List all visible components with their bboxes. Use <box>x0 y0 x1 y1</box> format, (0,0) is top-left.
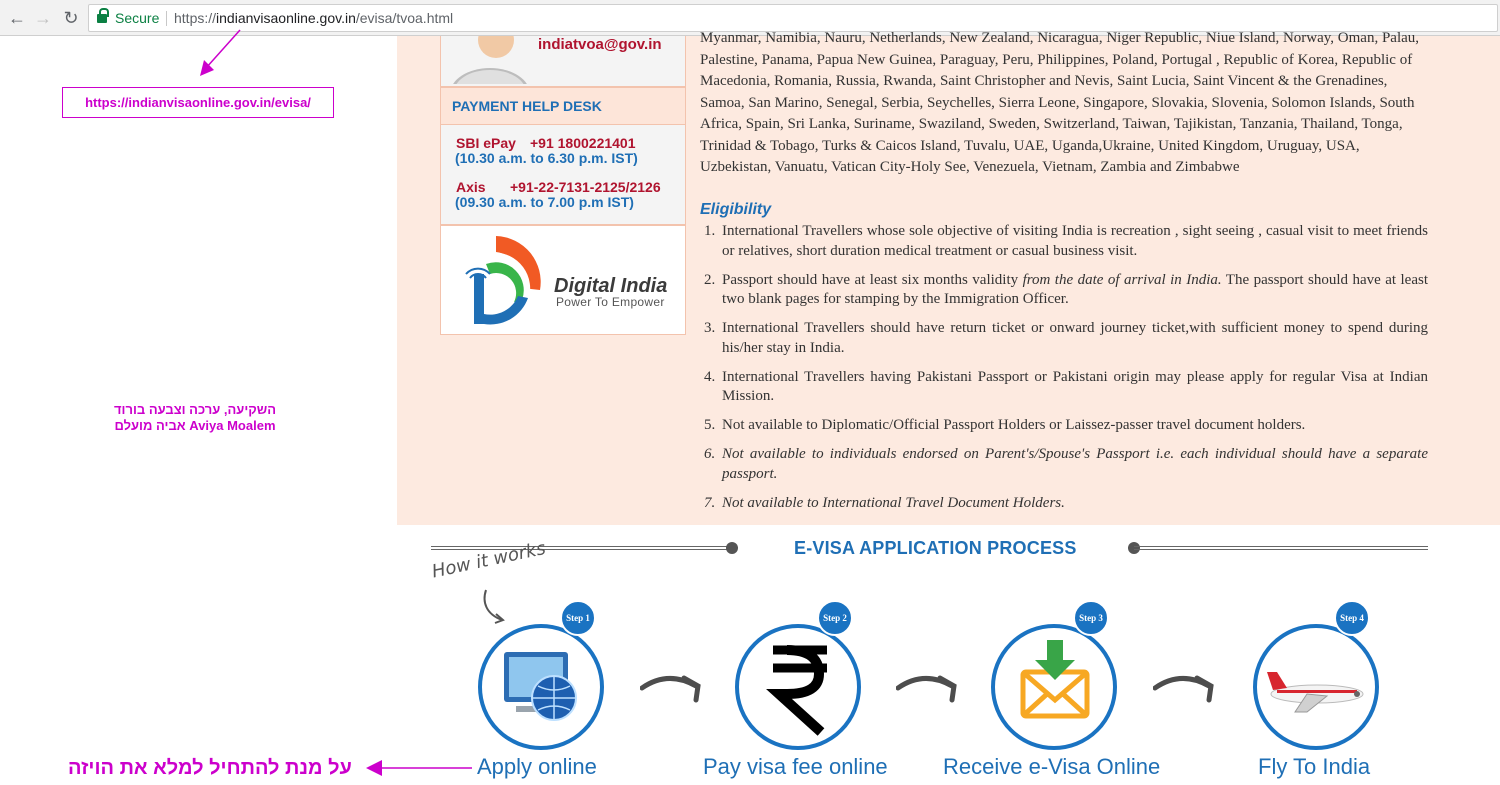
credit-line-2: אביה מועלם Aviya Moalem <box>114 418 276 433</box>
item-number: 2. <box>704 271 716 288</box>
sbi-hours: (10.30 a.m. to 6.30 p.m. IST) <box>455 150 638 166</box>
payment-help-title: PAYMENT HELP DESK <box>452 98 602 114</box>
airplane-icon <box>1257 628 1375 746</box>
lock-icon <box>97 12 107 24</box>
item-number: 1. <box>704 223 716 239</box>
step-3-badge: Step 3 <box>1073 600 1109 636</box>
step-4-label[interactable]: Fly To India <box>1258 754 1371 779</box>
eligibility-item <box>704 416 1428 436</box>
secure-label: Secure <box>115 10 160 26</box>
computer-globe-icon <box>482 628 600 746</box>
url-path: /evisa/tvoa.html <box>355 10 454 26</box>
annotation-arrow-icon <box>364 760 474 776</box>
process-divider-dot <box>726 542 738 554</box>
item-number: 6. <box>704 446 716 462</box>
axis-hours: (09.30 a.m. to 7.00 p.m IST) <box>455 194 634 210</box>
process-divider-right <box>1134 546 1428 550</box>
step-4-circle[interactable] <box>1253 624 1379 750</box>
step-2-circle[interactable] <box>735 624 861 750</box>
annotation-bottom-note: על מנת להתחיל למלא את הויזה <box>68 757 352 779</box>
omnibox-separator <box>166 11 167 26</box>
step-arrow-icon <box>640 668 704 704</box>
item-text: Passport should have at least six months validity <box>722 271 1023 288</box>
step-4-badge: Step 4 <box>1334 600 1370 636</box>
item-text: Not available to individuals endorsed on Parent's/Spouse's Passport i.e. each individual should have a separate passport. <box>722 446 1428 482</box>
step-1-circle[interactable] <box>478 624 604 750</box>
step-2-label[interactable]: Pay visa fee online <box>703 754 888 779</box>
item-text: The passport should have at least two blank pages for stamping by the Immigration Officer. <box>722 271 1428 307</box>
item-text-italic: from the date of arrival in India. <box>1022 271 1222 288</box>
eligibility-list <box>704 222 1428 523</box>
forward-arrow-icon[interactable]: → <box>34 8 52 28</box>
axis-label: Axis <box>456 179 486 195</box>
eligibility-item <box>704 271 1428 310</box>
eligibility-item <box>704 319 1428 358</box>
item-number: 5. <box>704 417 716 433</box>
step-1-badge: Step 1 <box>560 600 596 636</box>
url-scheme: https:// <box>174 10 217 26</box>
eligibility-heading: Eligibility <box>700 201 772 218</box>
mail-download-icon <box>995 628 1113 746</box>
how-it-works-arrow-icon <box>480 588 512 628</box>
eligible-countries-text: Myanmar, Namibia, Nauru, Netherlands, New Zealand, Nicaragua, Niger Republic, Niue Island, Norway, Oman, Palau, Palestine, Panama, Papua New Guinea, Paraguay, Peru, Philippines, Poland, Portugal , Republic of Korea, Republic of Macedonia, Romania, Russia, Rwanda, Saint Christopher and Nevis, Saint Lucia, Saint Vincent & the Grenadines, Samoa, San Marino, Senegal, Serbia, Seychelles, Sierra Leone, Singapore, Slovakia, Slovenia, Solomon Islands, South Africa, Spain, Sri Lanka, Suriname, Swaziland, Sweden, Switzerland, Taiwan, Tajikistan, Tanzania, Thailand, Tonga, Trinidad & Tobago, Turks & Caicos Island, Tuvalu, UAE, Uganda,Ukraine, United Kingdom, Uruguay, USA, Uzbekistan, Vanuatu, Vatican City-Holy See, Venezuela, Vietnam, Zambia and Zimbabwe <box>700 30 1420 175</box>
how-it-works-label: How it works <box>430 537 548 583</box>
step-3-circle[interactable] <box>991 624 1117 750</box>
item-number: 7. <box>704 494 716 511</box>
digital-india-subtitle: Power To Empower <box>556 295 665 309</box>
digital-india-logo-icon <box>456 228 556 330</box>
step-2-badge: Step 2 <box>817 600 853 636</box>
item-text: International Travellers should have return ticket or onward journey ticket,with sufficient money to spend during his/her stay in India. <box>722 320 1428 356</box>
item-text: International Travellers having Pakistani Passport or Pakistani origin may please apply for regular Visa at Indian Mission. <box>722 368 1428 404</box>
item-text: Not available to Diplomatic/Official Passport Holders or Laissez-passer travel document holders. <box>722 417 1306 433</box>
item-text: Not available to International Travel Document Holders. <box>722 494 1065 511</box>
eligibility-item <box>704 445 1428 484</box>
eligibility-item <box>704 368 1428 407</box>
process-divider-left <box>431 546 731 550</box>
credit-line-1: השקיעה, ערכה וצבעה בורוד <box>113 402 276 417</box>
axis-phone: +91-22-7131-2125/2126 <box>510 179 661 195</box>
sbi-phone: +91 1800221401 <box>530 135 636 151</box>
annotation-url-box: https://indianvisaonline.gov.in/evisa/ <box>62 87 334 118</box>
step-arrow-icon <box>896 668 960 704</box>
sbi-label: SBI ePay <box>456 135 516 151</box>
reload-icon[interactable]: ↻ <box>63 8 79 28</box>
contact-email[interactable]: indiatvoa@gov.in <box>538 36 662 53</box>
user-avatar-icon <box>448 36 532 84</box>
process-title: E-VISA APPLICATION PROCESS <box>794 538 1077 558</box>
rupee-icon <box>739 628 857 746</box>
step-3-label[interactable]: Receive e-Visa Online <box>943 754 1161 779</box>
item-text: International Travellers whose sole objective of visiting India is recreation , sight seeing , casual visit to meet friends or relatives, short duration medical treatment or casual business visit. <box>722 223 1428 259</box>
eligibility-item <box>704 494 1428 514</box>
annotation-credit <box>100 402 290 434</box>
item-number: 3. <box>704 320 716 336</box>
back-arrow-icon[interactable]: ← <box>8 8 26 28</box>
step-1-label[interactable]: Apply online <box>477 754 597 779</box>
digital-india-title: Digital India <box>554 275 668 297</box>
url-host: indianvisaonline.gov.in <box>216 10 356 26</box>
annotation-arrow-icon <box>196 28 246 78</box>
item-number: 4. <box>704 368 716 385</box>
eligibility-item <box>704 222 1428 261</box>
step-arrow-icon <box>1153 668 1217 704</box>
